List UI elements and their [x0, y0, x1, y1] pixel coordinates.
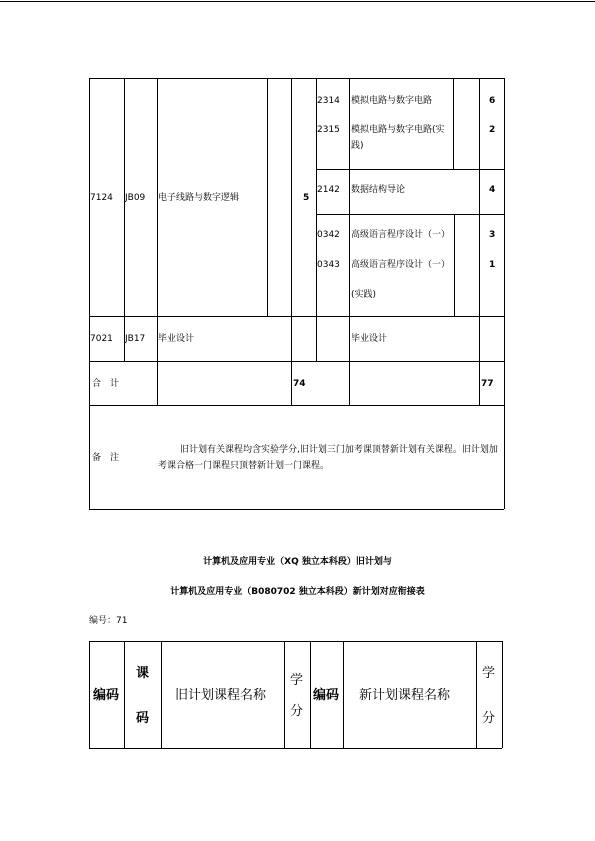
cell-new-code: 2142 — [317, 185, 340, 195]
table1-row-line — [89, 316, 504, 317]
table1-col-line — [453, 78, 454, 169]
cell-old-course-name: 电子线路与数字逻辑 — [158, 193, 240, 203]
table1-subrow-line — [316, 169, 504, 170]
cell-old-credit: 5 — [303, 193, 310, 203]
remarks-text: 旧计划有关课程均含实验学分,旧计划三门加考课顶替新计划有关课程。旧计划加 — [180, 445, 498, 455]
table1-col-line — [157, 78, 158, 405]
cell-new-course-name-cont: 践) — [351, 141, 364, 151]
cell-new-credit: 2 — [489, 125, 496, 135]
cell-new-course-name: 高级语言程序设计（一） — [351, 230, 451, 240]
cell-new-code: 2314 — [317, 96, 340, 106]
cell-new-course-name-cont: (实践) — [351, 290, 377, 300]
cell-new-credit: 1 — [489, 260, 496, 270]
table2-bottom-border — [89, 748, 502, 749]
section-title-line1: 计算机及应用专业（XQ 独立本科段）旧计划与 — [203, 557, 392, 567]
page-top-rule — [0, 1, 595, 2]
cell-new-code: 0343 — [317, 260, 340, 270]
table1-col-line — [479, 78, 480, 405]
table1-subrow-line — [316, 214, 504, 215]
header-credit-bottom: 分 — [290, 704, 304, 719]
table1-col-line — [454, 214, 455, 316]
table1-col-line — [291, 78, 292, 405]
table2-top-border — [89, 641, 502, 642]
remarks-text-cont: 考课合格一门课程只顶替新计划一门课程。 — [158, 461, 330, 471]
table1-row-line — [89, 361, 504, 362]
cell-new-course-name: 模拟电路与数字电路 — [351, 96, 433, 106]
cell-course-code: JB17 — [125, 334, 146, 344]
table1-col-line — [267, 78, 268, 316]
serial-number: 编号：71 — [89, 616, 128, 626]
cell-old-course-name: 毕业设计 — [158, 334, 195, 344]
table2-col-line — [161, 641, 162, 748]
table2-col-line — [476, 641, 477, 748]
cell-course-code: JB09 — [125, 193, 146, 203]
cell-new-course-name: 模拟电路与数字电路(实 — [351, 125, 445, 135]
header-old-course-name: 旧计划课程名称 — [175, 688, 267, 703]
table2-left-border — [89, 641, 90, 748]
table2-col-line — [343, 641, 344, 748]
table1-row-line — [89, 405, 504, 406]
old-total-credits: 74 — [293, 379, 306, 389]
cell-new-credit: 4 — [489, 185, 496, 195]
table1-top-border — [89, 78, 504, 79]
header-course-code-bottom: 码 — [136, 711, 150, 726]
cell-new-course-name: 数据结构导论 — [351, 185, 406, 195]
table1-col-line — [349, 78, 350, 405]
table2-col-line — [310, 641, 311, 748]
section-title-line2: 计算机及应用专业（B080702 独立本科段）新计划对应衔接表 — [170, 587, 425, 597]
cell-new-credit: 6 — [489, 96, 496, 106]
table1-bottom-border — [89, 509, 504, 510]
header-course-code-top: 课 — [136, 666, 150, 681]
table2-col-line — [124, 641, 125, 748]
header-new-code: 编码 — [313, 688, 340, 703]
table1-left-border — [89, 78, 90, 509]
header-new-course-name: 新计划课程名称 — [359, 688, 451, 703]
cell-new-code: 0342 — [317, 230, 340, 240]
remarks-label: 备 注 — [92, 453, 120, 463]
total-label: 合 计 — [92, 379, 120, 389]
header-credit-top: 学 — [290, 673, 304, 688]
cell-new-course-name: 毕业设计 — [351, 334, 388, 344]
cell-code: 7124 — [90, 193, 113, 203]
cell-new-code: 2315 — [317, 125, 340, 135]
table2-col-line — [284, 641, 285, 748]
cell-new-course-name: 高级语言程序设计（一） — [351, 260, 451, 270]
header-code: 编码 — [93, 688, 120, 703]
table1-col-line — [124, 78, 125, 361]
cell-code: 7021 — [90, 334, 113, 344]
cell-new-credit: 3 — [489, 230, 496, 240]
table2-right-border — [502, 641, 503, 748]
table1-right-border — [504, 78, 505, 509]
new-total-credits: 77 — [481, 379, 494, 389]
header-new-credit-top: 学 — [482, 666, 496, 681]
header-new-credit-bottom: 分 — [482, 711, 496, 726]
table1-col-line — [316, 78, 317, 361]
